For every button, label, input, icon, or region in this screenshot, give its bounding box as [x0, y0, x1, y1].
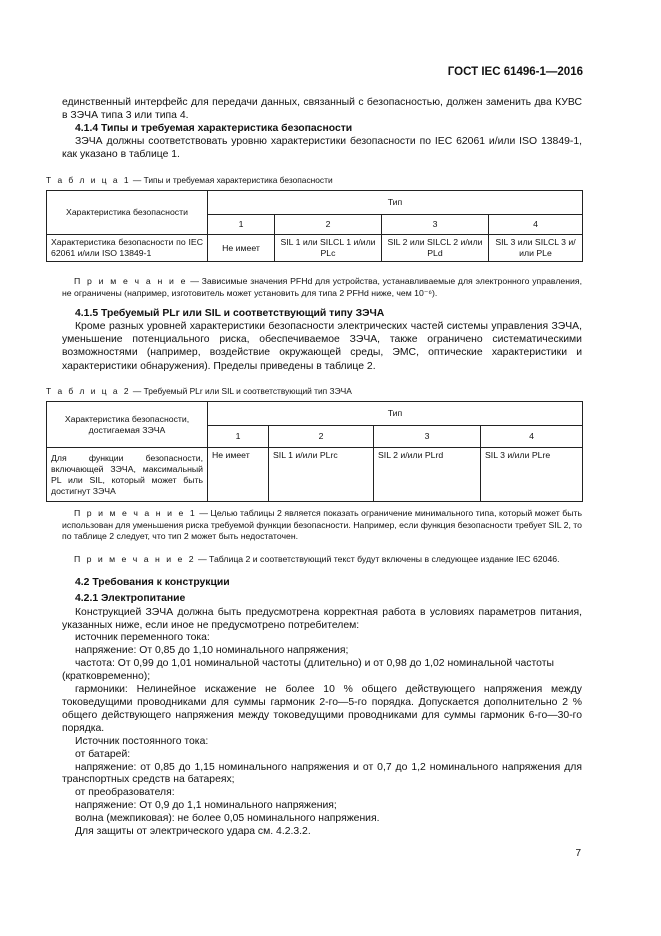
- list-item: от преобразователя:: [75, 787, 175, 799]
- table2-caption-text: — Требуемый PLr или SIL и соответствующий тип ЗЭЧА: [130, 386, 352, 396]
- list-item: Источник постоянного тока:: [75, 735, 209, 747]
- list-item: источник переменного тока:: [75, 632, 210, 643]
- table2-col-header: Характеристика безопасности, достигаемая ЗЭЧА: [47, 402, 208, 448]
- table1-cell-3: SIL 2 или SILCL 2 и/или PLd: [382, 235, 489, 262]
- list-item: Для защиты от электрического удара см. 4.2.3.2.: [75, 826, 311, 838]
- note-text: — Таблица 2 и соответствующий текст будут включены в следующее издание IEC 62046.: [195, 554, 560, 564]
- intro-paragraph: единственный интерфейс для передачи данных, связанный с безопасностью, должен заменить два КУВС в ЗЭЧА типа 3 или типа 4.: [62, 97, 582, 122]
- power-supply-list: [62, 632, 582, 839]
- section-4-2-1-text: Конструкцией ЗЭЧА должна быть предусмотрена корректная работа в условиях параметров питания, указанных ниже, если иное не предусмотрено потребителем:: [62, 607, 582, 632]
- table1-cell-2: SIL 1 или SILCL 1 и/или PLc: [275, 235, 382, 262]
- table1-caption-label: Т а б л и ц а 1: [46, 175, 131, 185]
- list-item: напряжение: От 0,85 до 1,10 номинального напряжения;: [75, 644, 349, 656]
- table1-caption-text: — Типы и требуемая характеристика безопасности: [130, 175, 333, 185]
- section-4-1-4-heading: 4.1.4 Типы и требуемая характеристика безопасности: [75, 123, 353, 134]
- table2-cell-4: SIL 3 и/или PLre: [481, 448, 583, 502]
- section-4-2-1-heading: 4.2.1 Электропитание: [75, 593, 186, 604]
- section-4-2-heading: 4.2 Требования к конструкции: [75, 577, 230, 588]
- table2-note-2: [62, 554, 582, 566]
- note-text: — Зависимые значения PFHd для устройства, устанавливаемые для электронного управления, не ограничены (например, изготовитель может установить для типа 2 PFHd ниже, чем 10⁻⁶).: [62, 276, 583, 298]
- table2-type-3: 3: [374, 426, 481, 448]
- list-item: от батарей:: [75, 748, 131, 760]
- table2-row-label: Для функции безопасности, включающей ЗЭЧА, максимальный PL или SIL, который может быть достигнут ЗЭЧА: [47, 448, 208, 502]
- table2-cell-3: SIL 2 и/или PLrd: [374, 448, 481, 502]
- table1-type-3: 3: [382, 215, 489, 235]
- table1-row-label: Характеристика безопасности по IEC 62061 и/или ISO 13849-1: [47, 235, 208, 262]
- table2-cell-2: SIL 1 и/или PLrc: [269, 448, 374, 502]
- table1-col-header: Характеристика безопасности: [47, 191, 208, 235]
- table1-type-2: 2: [275, 215, 382, 235]
- table1-cell-4: SIL 3 или SILCL 3 и/или PLe: [489, 235, 583, 262]
- table2-type-4: 4: [481, 426, 583, 448]
- table2-caption-label: Т а б л и ц а 2: [46, 386, 131, 396]
- table2-type-1: 1: [208, 426, 269, 448]
- table2-type-header: Тип: [208, 402, 583, 426]
- section-4-1-5-heading: 4.1.5 Требуемый PLr или SIL и соответствующий типу ЗЭЧА: [75, 308, 385, 319]
- list-item: гармоники: Нелинейное искажение не более 10 % общего действующего напряжения между токоведущими проводниками для суммы гармоник 2-го—5-го порядка. Допускается дополнительно 2 % общего действующего напряжения между токоведущими проводниками для суммы гармоник 6-го—30-го порядка.: [62, 683, 582, 734]
- list-item: напряжение: от 0,85 до 1,15 номинального напряжения и от 0,7 до 1,2 номинального напряжения для транспортных средств на батареях;: [62, 761, 582, 786]
- table1-note: [62, 276, 582, 299]
- document-header: ГОСТ IEC 61496-1—2016: [447, 66, 583, 78]
- list-item: напряжение: От 0,9 до 1,1 номинального напряжения;: [75, 800, 337, 812]
- table1-cell-1: Не имеет: [208, 235, 275, 262]
- list-item: частота: От 0,99 до 1,01 номинальной частоты (длительно) и от 0,98 до 1,02 номинальной частоты (кратковременно);: [62, 657, 554, 682]
- list-item: волна (межпиковая): не более 0,05 номинального напряжения.: [75, 813, 380, 825]
- table2-cell-1: Не имеет: [208, 448, 269, 502]
- table1-type-4: 4: [489, 215, 583, 235]
- note-label: П р и м е ч а н и е 2: [74, 554, 196, 564]
- table2-note-1: [62, 508, 582, 543]
- table-2: [46, 401, 583, 502]
- table2-type-2: 2: [269, 426, 374, 448]
- note-text: — Целью таблицы 2 является показать ограничение минимального типа, который может быть использован для уменьшения риска требуемой функции безопасности. Например, если функция безопасности требует SIL 2, то по таблице 2 следует, что тип 2 может быть недостаточен.: [62, 508, 583, 541]
- page-number: 7: [575, 848, 581, 859]
- note-label: П р и м е ч а н и е: [74, 276, 188, 286]
- table1-type-header: Тип: [208, 191, 583, 215]
- note-label: П р и м е ч а н и е 1: [74, 508, 197, 518]
- table1-caption: [46, 175, 333, 186]
- table1-type-1: 1: [208, 215, 275, 235]
- table-1: [46, 190, 583, 262]
- table2-caption: [46, 386, 352, 397]
- section-4-1-5-text: Кроме разных уровней характеристики безопасности электрических частей системы управления ЗЭЧА, уменьшение потенциального риска, обеспечиваемое ЗЭЧА, также ограничено систематическими возможностями (например, воздействие окружающей среды, ЭМС, оптические характеристики и характеристики обнаружения). Пределы приведены в таблице 2.: [62, 321, 582, 372]
- section-4-1-4-text: ЗЭЧА должны соответствовать уровню характеристики безопасности по IEC 62061 и/или ISO 13849-1, как указано в таблице 1.: [62, 136, 582, 161]
